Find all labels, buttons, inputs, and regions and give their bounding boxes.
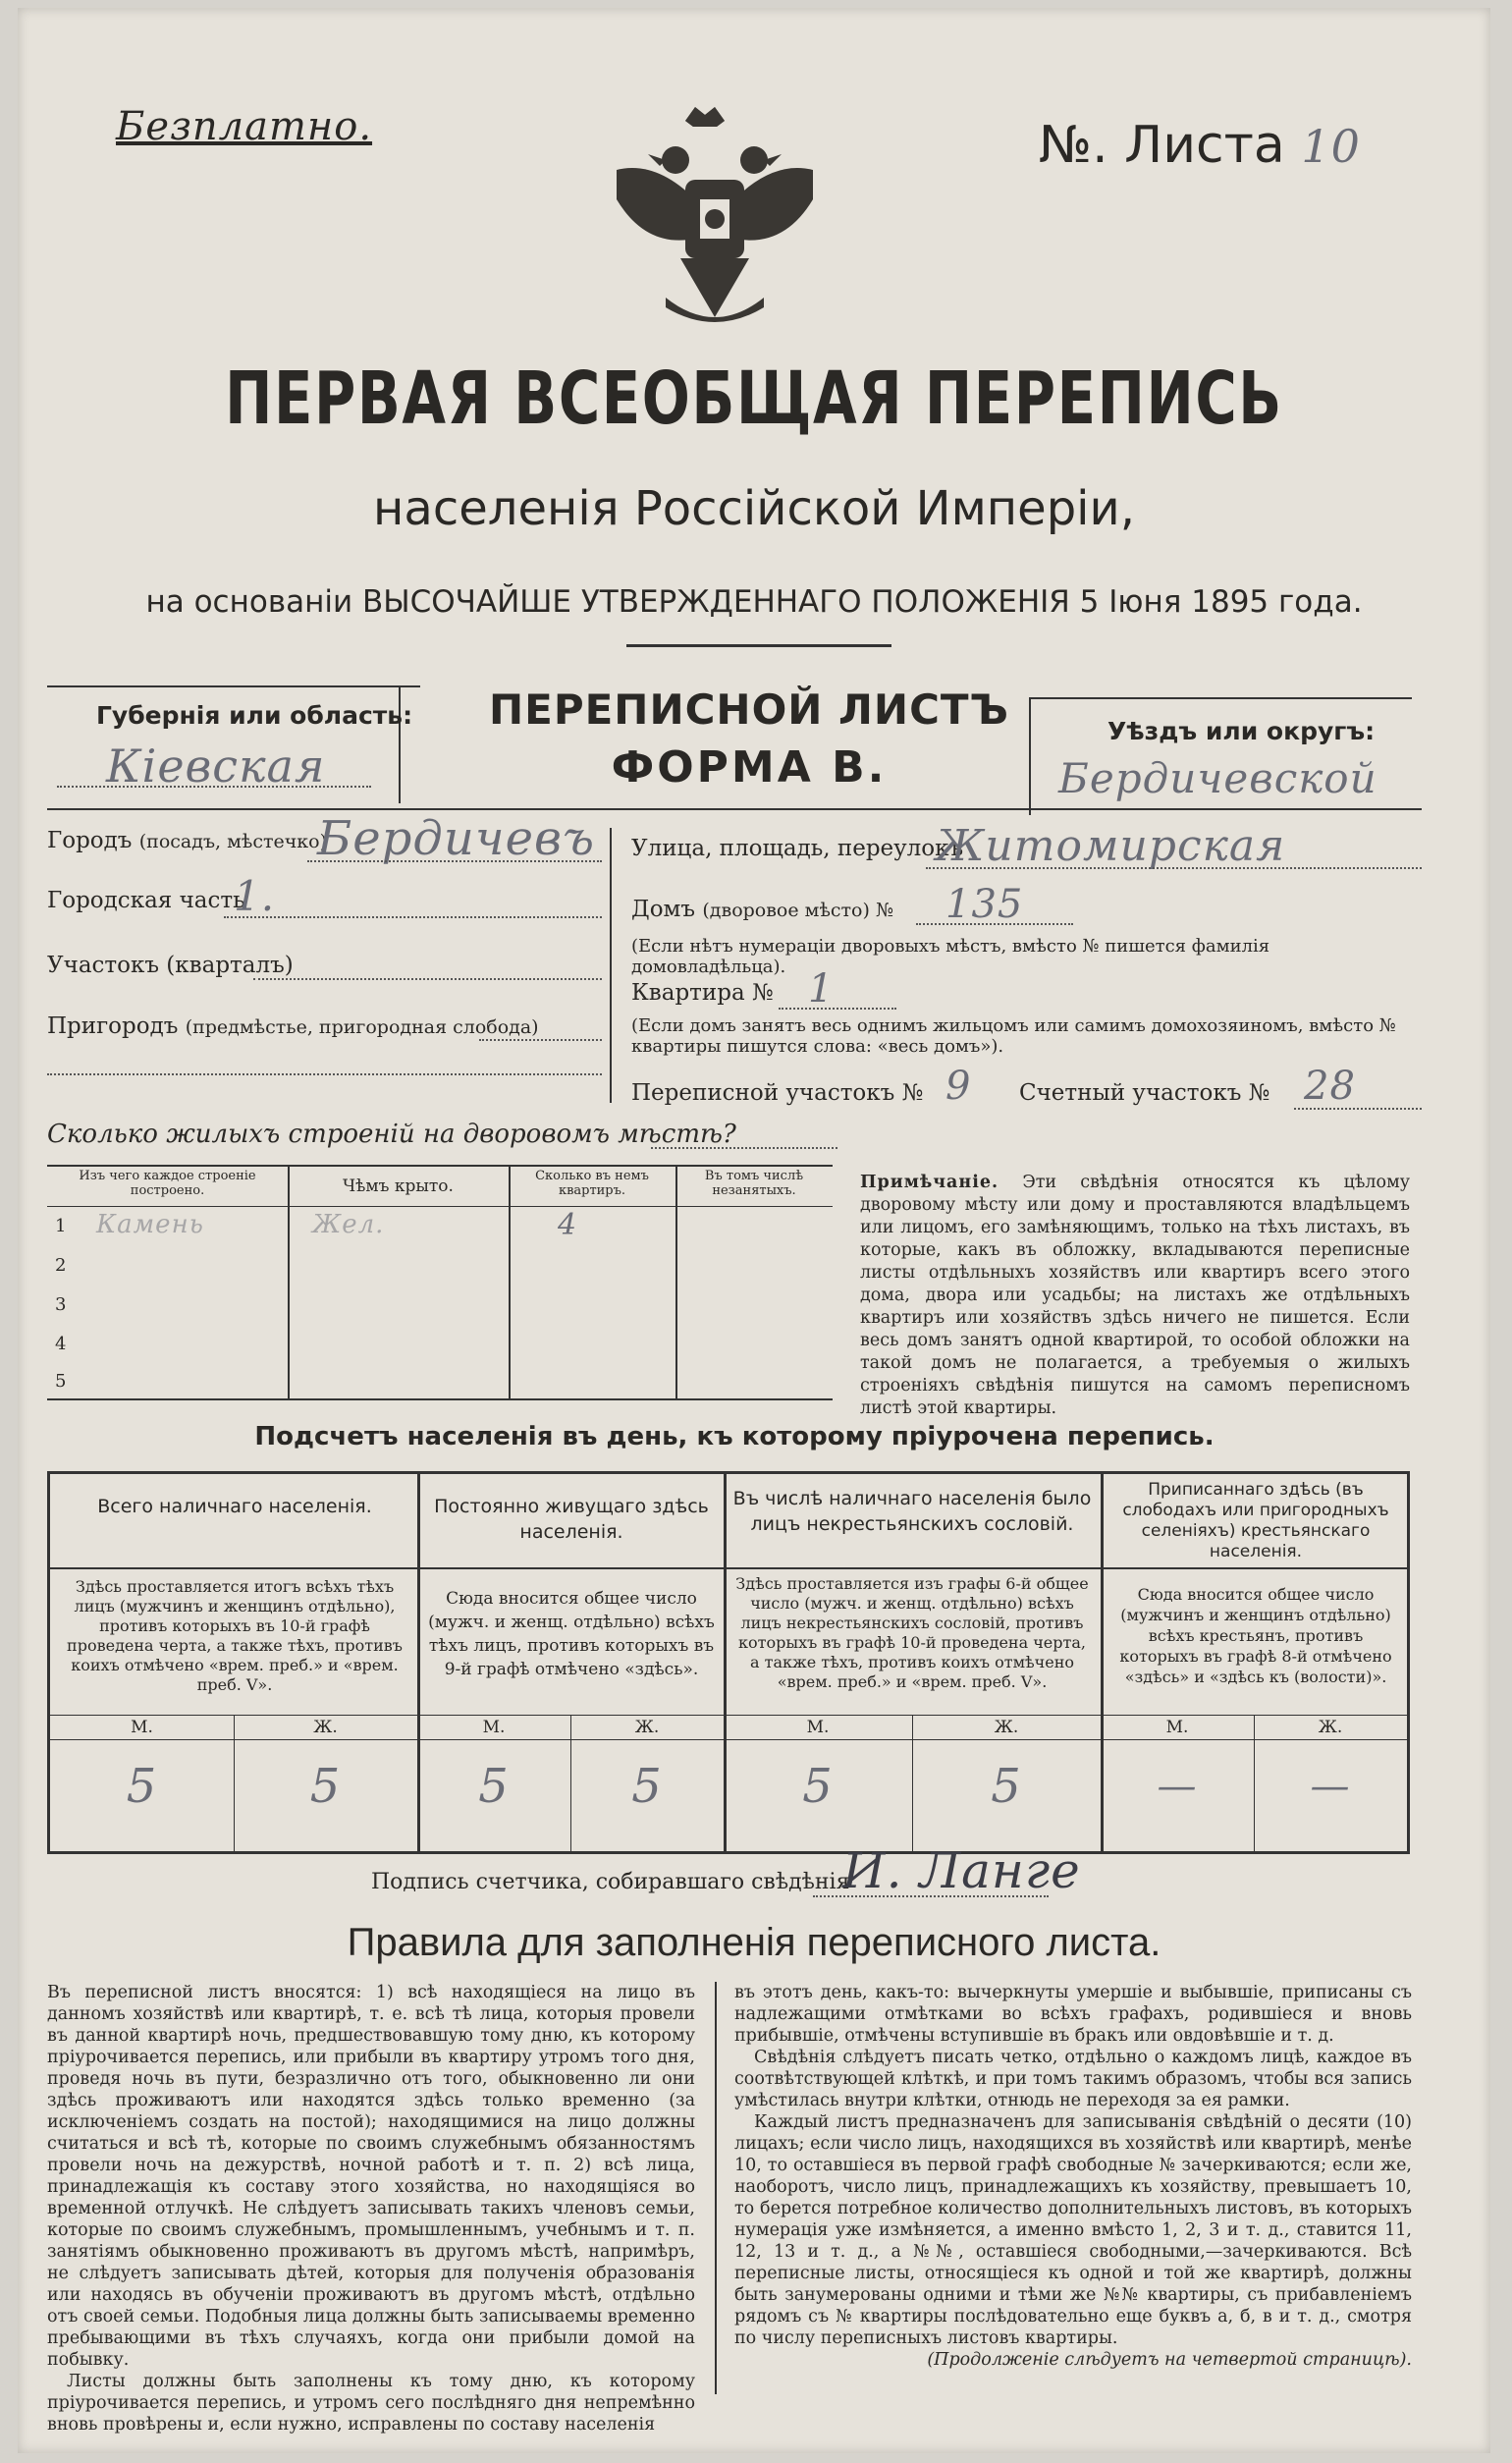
female-label: Ж.: [994, 1718, 1019, 1737]
table-row: [47, 1326, 833, 1365]
census-district-value: 9: [945, 1064, 972, 1109]
rules-divider: [715, 1982, 717, 2394]
form-subtitle: ФОРМА В.: [611, 742, 888, 793]
street-value: Житомирская: [936, 821, 1286, 871]
census-district-label: Переписной участокъ №: [631, 1080, 924, 1106]
peasant-male-value: —: [1157, 1764, 1198, 1809]
main-title: ПЕРВАЯ ВСЕОБЩАЯ ПЕРЕПИСЬ: [225, 356, 1283, 441]
buildings-note: [860, 1172, 1410, 1420]
table-row: [47, 1286, 833, 1326]
buildings-table: [47, 1165, 833, 1400]
row-apartments: 4: [558, 1208, 578, 1242]
city-hint: (посадъ, мѣстечко): [138, 831, 328, 852]
population-desc-total: Здѣсь проставляется итогъ всѣхъ тѣхъ лицъ (мужчинъ и женщинъ отдѣльно), противъ которыхъ въ 10-й графѣ проведена черта, а также тѣхъ, противъ коихъ отмѣчено «врем. преб.» и «врем. преб. V».: [67, 1577, 403, 1694]
uezd-value: Бердичевской: [1058, 754, 1377, 802]
rules-right-text-3: Каждый листъ предназначенъ для записыванія свѣдѣній о десяти (10) лицахъ; если число лицъ, находящихся въ хозяйствѣ или квартирѣ, менѣе 10, то оставшіеся въ первой графѣ свободные № зачеркиваются; если же, наоборотъ, число лицъ, принадлежащихъ къ хозяйству, превышаетъ 10, то берется потребное количество дополнительныхъ листовъ, въ которыхъ нумерація уже измѣняется, а именно вмѣсто 1, 2, 3 и т. д., ставится 11, 12, 13 и т. д., а №№, оставшіеся свободными,—зачеркиваются. Всѣ переписные листы, относящіеся къ одной и той же квартирѣ, должны быть занумерованы одними и тѣми же №№ квартиры, съ прибавленіемъ рядомъ съ № квартиры послѣдовательно еще буквъ а, б, в и т. д., смотря по числу переписныхъ листовъ квартиры.: [734, 2112, 1412, 2348]
free-label: Безплатно.: [116, 104, 373, 149]
female-label: Ж.: [634, 1718, 660, 1737]
suburb-hint: (предмѣстье, пригородная слобода): [185, 1016, 539, 1038]
nonpeasant-male-value: 5: [802, 1759, 834, 1814]
apt-value: 1: [808, 966, 835, 1012]
rules-continuation: (Продолженіе слѣдуетъ на четвертой страницѣ).: [927, 2350, 1412, 2370]
street-line: [926, 867, 1422, 869]
part-line: [224, 916, 602, 918]
house-line: [916, 923, 1073, 925]
population-head-total: Всего наличнаго населенія.: [97, 1496, 372, 1517]
row-number: 3: [55, 1294, 67, 1315]
sheet-number-label: [1039, 116, 1361, 175]
gubernia-label: Губернія или область:: [96, 701, 413, 730]
district-label: Участокъ (кварталъ): [47, 953, 294, 978]
male-label: М.: [1165, 1718, 1189, 1737]
rules-right-column: [734, 1982, 1412, 2371]
sheet-number-value: 10: [1301, 120, 1361, 173]
total-female-value: 5: [309, 1759, 342, 1814]
gubernia-box-top: [47, 685, 420, 687]
district-line: [253, 978, 602, 980]
population-desc-nonpeasant: Здѣсь проставляется изъ графы 6-й общее число (мужч. и женщ. отдѣльно) всѣхъ лицъ некрестьянскихъ сословій, противъ которыхъ въ графѣ 10-й проведена черта, а также тѣхъ, противъ коихъ отмѣчено «врем. преб.» и «врем. преб. V».: [735, 1574, 1089, 1691]
table-row: [47, 1363, 833, 1400]
apt-label: Квартира №: [631, 980, 774, 1006]
apt-note: (Если домъ занятъ весь однимъ жильцомъ или самимъ домохозяиномъ, вмѣсто № квартиры пишутся слова: «весь домъ»).: [631, 1015, 1396, 1057]
part-value: 1.: [234, 872, 276, 920]
row-number: 5: [55, 1371, 67, 1392]
population-table: [47, 1471, 1410, 1854]
population-desc-permanent: Сюда вносится общее число (мужч. и женщ. отдѣльно) всѣхъ тѣхъ лицъ, противъ которыхъ въ 9-й графѣ отмѣчено «здѣсь».: [428, 1589, 715, 1679]
rules-right-text-2: Свѣдѣнія слѣдуетъ писать четко, отдѣльно о каждомъ лицѣ, каждое въ соотвѣтствующей клѣткѣ, и при томъ такимъ образомъ, чтобы вся запись умѣстилась внутри клѣтки, отнюдь не переходя за ея рамки.: [734, 2048, 1412, 2110]
basis-line: на основаніи ВЫСОЧАЙШЕ УТВЕРЖДЕННАГО ПОЛОЖЕНІЯ 5 Іюня 1895 года.: [145, 584, 1363, 620]
imperial-eagle-icon: [607, 101, 823, 337]
counting-district-value: 28: [1304, 1064, 1356, 1109]
buildings-header-vacant: Въ томъ числѣ незанятыхъ.: [704, 1169, 804, 1198]
city-value: Бердичевъ: [317, 811, 595, 866]
peasant-female-value: —: [1310, 1764, 1351, 1809]
counting-district-line: [1294, 1108, 1422, 1110]
suburb-label: Пригородъ: [47, 1013, 179, 1039]
row-number: 4: [55, 1334, 67, 1354]
row-number: 2: [55, 1255, 67, 1276]
signature-label: Подпись счетчика, собиравшаго свѣдѣнія: [371, 1870, 850, 1894]
subtitle: населенія Россійской Имперіи,: [373, 481, 1135, 536]
population-head-peasant: Приписаннаго здѣсь (въ слободахъ или пригородныхъ селеніяхъ) крестьянскаго населенія.: [1122, 1480, 1389, 1561]
buildings-header-apartments: Сколько въ немъ квартиръ.: [535, 1169, 649, 1198]
house-field: [631, 897, 893, 922]
city-line: [307, 860, 602, 862]
city-field: [47, 828, 327, 853]
population-head-permanent: Постоянно живущаго здѣсь населенія.: [434, 1496, 709, 1543]
rules-title: Правила для заполненія переписного листа.: [347, 1921, 1161, 1964]
uezd-label: Уѣздъ или округъ:: [1107, 717, 1376, 745]
buildings-question: Сколько жилыхъ строеній на дворовомъ мѣстѣ?: [47, 1120, 736, 1149]
suburb-field: [47, 1013, 539, 1039]
title-divider: [626, 644, 891, 647]
female-label: Ж.: [313, 1718, 338, 1737]
house-note: (Если нѣтъ нумераціи дворовыхъ мѣстъ, вмѣсто № пишется фамилія домовладѣльца).: [631, 936, 1270, 977]
suburb-line-2: [47, 1073, 602, 1075]
house-label: Домъ: [631, 897, 696, 922]
suburb-line: [479, 1039, 602, 1041]
address-divider: [610, 828, 612, 1103]
row-number: 1: [55, 1216, 67, 1236]
city-label: Городъ: [47, 828, 133, 853]
buildings-question-line: [651, 1147, 837, 1149]
total-male-value: 5: [126, 1759, 158, 1814]
permanent-male-value: 5: [478, 1759, 510, 1814]
buildings-header-material: Изъ чего каждое строеніе построено.: [79, 1169, 256, 1198]
female-label: Ж.: [1318, 1718, 1343, 1737]
buildings-note-text: Эти свѣдѣнія относятся къ цѣлому дворовому мѣсту или дому и проставляются владѣльцемъ или лицомъ, его замѣняющимъ, только на тѣхъ листахъ, въ которые, какъ въ обложку, вкладываются переписные листы отдѣльныхъ хозяйствъ или квартиръ всего этого дома, двора или усадьбы; на листахъ же отдѣльныхъ квартиръ или хозяйствъ здѣсь ничего не пишется. Если весь домъ занятъ одной квартирой, то особой обложки на такой домъ не полагается, а требуемыя о жилыхъ строеніяхъ свѣдѣнія пишутся на самомъ переписномъ листѣ этой квартиры.: [860, 1173, 1410, 1418]
population-head-nonpeasant: Въ числѣ наличнаго населенія было лицъ некрестьянскихъ сословій.: [732, 1488, 1092, 1535]
male-label: М.: [806, 1718, 830, 1737]
form-header-bottom: [47, 808, 1422, 810]
rules-left-text-2: Листы должны быть заполнены къ тому дню, къ которому пріурочивается перепись, и утромъ сего послѣдняго дня непремѣнно вновь провѣрены и, если нужно, исправлены по составу населенія: [47, 2372, 695, 2435]
part-label: Городская часть: [47, 888, 245, 913]
house-value: 135: [945, 882, 1024, 927]
table-row: [47, 1247, 833, 1286]
male-label: М.: [131, 1718, 153, 1737]
sheet-number-text: №. Листа: [1039, 116, 1285, 175]
uezd-box-left: [1029, 697, 1031, 815]
nonpeasant-female-value: 5: [991, 1759, 1022, 1814]
signature-value: И. Ланге: [842, 1842, 1081, 1899]
signature-line: [813, 1895, 1049, 1897]
form-title: ПЕРЕПИСНОЙ ЛИСТЪ: [488, 685, 1010, 734]
apt-line: [779, 1008, 896, 1010]
rules-left-text: Въ переписной листъ вносятся: 1) всѣ находящіеся на лицо въ данномъ хозяйствѣ или квартирѣ, т. е. всѣ тѣ лица, которыя провели въ данной квартирѣ ночь, предшествовавшую тому дню, къ которому пріурочивается перепись, или прибыли въ квартиру утромъ того дня, проведя ночь въ пути, безразлично отъ того, обыкновенно ли они здѣсь проживаютъ или находятся здѣсь только временно (за исключеніемъ создать на постой); находящимися на лицо должны считаться и всѣ тѣ, которые по своимъ служебнымъ обязанностямъ провели ночь на дежурствѣ, ночной работѣ и т. п. 2) всѣ лица, принадлежащія къ составу этого хозяйства, но находящіяся во временной отлучкѣ. Не слѣдуетъ записывать такихъ членовъ семьи, которые по своимъ служебнымъ, промышленнымъ, учебнымъ и т. п. занятіямъ обыкновенно проживаютъ въ другомъ мѣстѣ, напримѣръ, не слѣдуетъ записывать дѣтей, которыя для полученія образованія или находясь въ обученіи проживаютъ въ другомъ мѣстѣ, отдѣльно отъ своей семьи. Подобныя лица должны быть записываемы временно пребывающими въ тѣхъ случаяхъ, когда они прибыли домой на побывку.: [47, 1983, 695, 2370]
permanent-female-value: 5: [631, 1759, 663, 1814]
street-label: Улица, площадь, переулокъ: [631, 836, 964, 861]
row-material: Камень: [96, 1210, 204, 1239]
house-hint: (дворовое мѣсто) №: [702, 900, 893, 921]
rules-left-column: [47, 1982, 695, 2436]
row-roof: Жел.: [312, 1210, 385, 1239]
population-desc-peasant: Сюда вносится общее число (мужчинъ и женщинъ отдѣльно) всѣхъ крестьянъ, противъ которыхъ въ графѣ 8-й отмѣчено «здѣсь» и «здѣсь къ (волости)».: [1119, 1585, 1392, 1686]
buildings-note-head: Примѣчаніе.: [860, 1173, 999, 1192]
population-title: Подсчетъ населенія въ день, къ которому пріурочена перепись.: [254, 1422, 1215, 1451]
table-row: [47, 1208, 833, 1247]
gubernia-line: [57, 786, 371, 788]
uezd-box-top: [1029, 697, 1412, 699]
male-label: М.: [482, 1718, 506, 1737]
census-sheet: [18, 8, 1490, 2453]
counting-district-label: Счетный участокъ №: [1019, 1080, 1270, 1106]
buildings-header-roof: Чѣмъ крыто.: [343, 1177, 454, 1196]
rules-right-text: въ этотъ день, какъ-то: вычеркнуты умершіе и выбывшіе, приписаны съ надлежащими отмѣтками во всѣхъ графахъ, родившіеся и вновь прибывшіе, отмѣчены вступившіе въ бракъ или овдовѣвшіе и т. д.: [734, 1983, 1412, 2046]
gubernia-value: Кіевская: [106, 739, 326, 793]
